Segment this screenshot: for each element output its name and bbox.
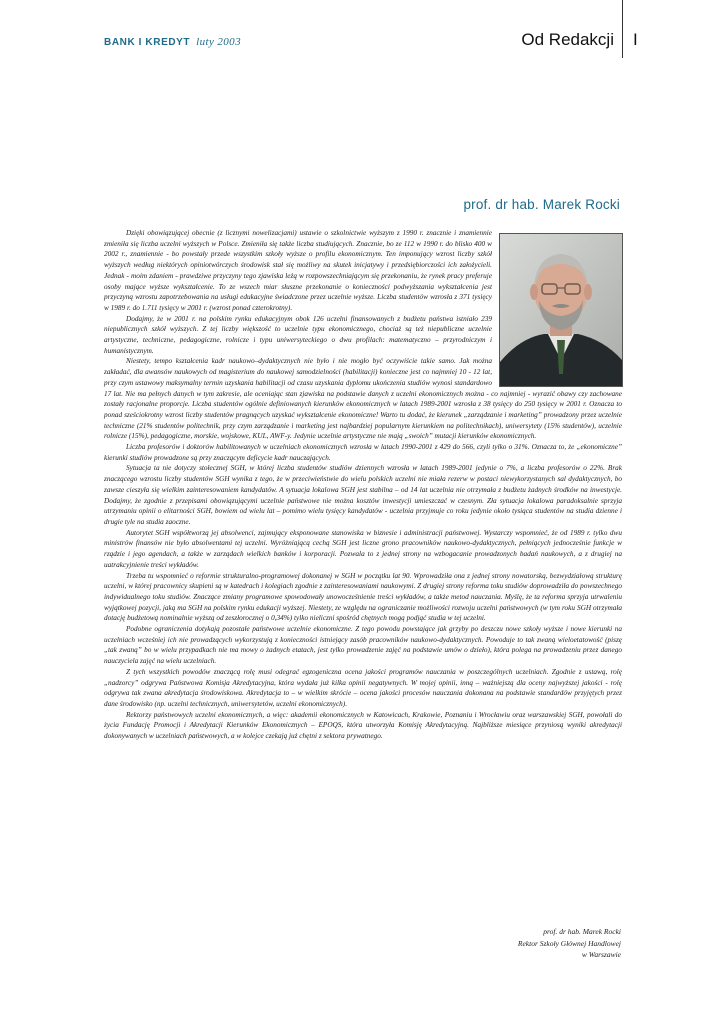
page-number: I	[633, 30, 638, 49]
paragraph: Autorytet SGH współtworzą jej absolwenci, zajmujący eksponowane stanowiska w biznesie i administracji państwowej. Wystarczy wspomnieć, że od 1989 r. tylko dwu ministrów finansów nie było absolwentami tej uczelni. Wyróżniającą cechą SGH jest liczne grono pracowników naukowo-dydaktycznych, pełniących jednocześnie funkcje w rządzie i jego agendach, a także w zarządach wielkich banków i korporacji. Pozwala to z jednej strony na wzbogacanie prowadzonych badań naukowych, a z drugiej na uatrakcyjnienie treści wykładów.	[104, 528, 622, 569]
issue-date: luty 2003	[196, 36, 241, 48]
paragraph: Trzeba tu wspomnieć o reformie strukturalno-programowej dokonanej w SGH w początku lat 90. Wprowadziła ona z jednej strony nowatorską, bezwydziałową strukturę uczelni, w której pracownicy skupieni są w katedrach i kolegiach zgodnie z zainteresowaniami naukowymi. Z drugiej strony reforma toku studiów doprowadziła do powszechnego indywidualnego toku studiów. Znaczące zmiany programowe spowodowały unowocześnienie treści wykładów, a także metod nauczania. Myślę, że ta reforma sprzyja utrwaleniu wyjątkowej pozycji, jaką ma SGH na polskim rynku edukacji wyższej. Niestety, ze względu na ograniczanie możliwości rozwoju uczelni państwowych (w tym roku SGH otrzymała dotację budżetową nominalnie wyższą od zeszłorocznej o 0,34%) tylko nieliczni spośród chętnych mogą podjąć studia w tej uczelni.	[104, 571, 622, 623]
paragraph: Podobne ograniczenia dotykają pozostałe państwowe uczelnie ekonomiczne. Z tego powodu powstające jak grzyby po deszczu nowe szkoły wyższe i nowe kierunki na uczelniach wcześniej ich nie prowadzących wykorzystują z konieczności istniejący zasób pracowników naukowo-dydaktycznych. Powoduje to tak zwaną wieloetatowość (piszę „tak zwaną” bo w wielu przypadkach nie ma mowy o żadnych etatach, jest tylko prowadzenie zajęć na podstawie umów o dzieło), która polega na prowadzeniu przez danego nauczyciela zajęć na wielu uczelniach.	[104, 625, 622, 666]
signature-block	[518, 926, 621, 961]
header-divider	[622, 0, 623, 58]
signature-position: Rektor Szkoły Głównej Handlowej	[517, 938, 621, 948]
journal-name: BANK I KREDYT	[104, 37, 191, 48]
journal-brand	[104, 36, 241, 48]
paragraph: Dzięki obowiązującej obecnie (z licznymi nowelizacjami) ustawie o szkolnictwie wyższym z 1990 r. znacznie i znamiennie zmieniła się liczba uczelni wyższych w Polsce. Zmieniła się także liczba studiujących. Znacznie, bo ze 112 w 1990 r. do blisko 400 w 2002 r., znamiennie - bo powstały przede wszystkim szkoły wyższe o profilu ekonomicznym. Ten imponujący wzrost liczby szkół wyższych według niektórych opiniotwórczych środowisk stał się możliwy na skutek inicjatywy i przedsiębiorczości ich założycieli. Jednak - moim zdaniem - prawdziwe przyczyny tego zjawiska leżą w rozpowszechniającym się przekonaniu, że rynek pracy preferuje osoby mające wyższe wykształcenie. To ze wszech miar słuszne przekonanie o konieczności podwyższania wykształcenia jest przyczyną wzrostu zapotrzebowania na usługi edukacyjne świadczone przez uczelnie wyższe. Liczba studentów wzrosła z 371 tysięcy w 1989 r. do 1.711 tysięcy w 2001 r. (wzrost ponad czterokrotny).	[104, 229, 492, 312]
portrait-space	[492, 228, 622, 388]
paragraph: Liczba profesorów i doktorów habilitowanych w uczelniach ekonomicznych wzrosła w latach 1990-2001 z 429 do 566, czyli tylko o 31%. Oznacza to, że „ekonomiczne” kierunki studiów prowadzone są przy znaczącym deficycie kadr nauczających.	[104, 443, 622, 462]
section-title: Od Redakcji	[521, 30, 614, 49]
signature-name: prof. dr hab. Marek Rocki	[543, 927, 621, 936]
paragraph: Z tych wszystkich powodów znaczącą rolę musi odegrać egzogeniczna ocena jakości programów nauczania w poszczególnych uczelniach. Zgodnie z ustawą, rolę „nadzorcy” odgrywa Państwowa Komisja Akredytacyjna, która wydała już kilka opinii negatywnych. W mojej opinii, inną – ważniejszą dla oceny najwyższej jakości - rolę odgrywa tak zwana akredytacja środowiskowa. Akredytacja to – w wielkim skrócie – ocena jakości procesów nauczania dokonana na podstawie standardów przyjętych przez dane środowisko (np. uczelni technicznych, uniwersytetów, uczelni ekonomicznych).	[104, 667, 622, 708]
paragraph: Niestety, tempo kształcenia kadr naukowo–dydaktycznych nie było i nie mogło być oczywiście takie samo. Jak można zakładać, dla awansów naukowych od magisterium do naukowej samodzielności (habilitacji) konieczne jest co najmniej 10 - 12 lat, przy czym ustawowy maksymalny termin uzyskania habilitacji od czasu uzyskania dyplomu ukończenia studiów wynosi standardowo 17 lat. Nie ma pełnych danych w tym zakresie, ale oceniając stan zjawiska na podstawie danych z uczelni ekonomicznych można - co najmniej - wyrazić obawy czy zachowane zostały racjonalne proporcje. Liczba studentów ogólnie definiowanych kierunków ekonomicznych w latach 1989-2001 wzrosła z 38 tysięcy do 250 tysięcy w 2001 r. Oznacza to ponad sześciokrotny wzrost liczby studentów pragnących uzyskać wykształcenie ekonomiczne! Warto tu dodać, że kierunek „zarządzanie i marketing” prowadzony przez uczelnie techniczne (21% studentów politechnik, przy czym zarządzanie i marketing jest najbardziej popularnym kierunkiem na politechnikach), uniwersytety (15% studentów), uczelnie rolnicze (15%), pedagogiczne, morskie, wojskowe, KUL, AWF-y. Jedynie uczelnie artystyczne nie mają „swoich” mutacji kierunków ekonomicznych.	[104, 357, 622, 441]
page-header	[0, 0, 724, 60]
paragraph: Dodajmy, że w 2001 r. na polskim rynku edukacyjnym obok 126 uczelni finansowanych z budżetu państwa istniało 239 niepublicznych szkół wyższych. Z tej liczby większość to uczelnie typu ekonomicznego, chociaż są też niepubliczne uczelnie artystyczne, techniczne, pedagogiczne, rolnicze i typu uniwersyteckiego o dwu profilach: matematyczno – przyrodniczym i humanistycznym.	[104, 314, 492, 355]
author-heading: prof. dr hab. Marek Rocki	[463, 197, 620, 212]
paragraph: Rektorzy państwowych uczelni ekonomicznych, a więc: akademii ekonomicznych w Katowicach, Krakowie, Poznaniu i Wrocławiu oraz warszawskiej SGH, powołali do życia Fundację Promocji i Akredytacji Kierunków Ekonomicznych – EPOQS, która utworzyła Komisję Akredytacyjną. Najbliższe miesiące przyniosą wyniki akredytacji dokonywanych w uczelniach państwowych, a w kolejce czekają już chętni z sektora prywatnego.	[104, 710, 622, 741]
paragraph: Sytuacja ta nie dotyczy stołecznej SGH, w której liczba studentów studiów dziennych wzrosła w latach 1989-2001 jedynie o 7%, a liczba profesorów o 22%. Brak znaczącego wzrostu liczby studentów SGH wynika z tego, że w przeciwieństwie do wielu polskich uczelni nie miała rezerw w postaci niewykorzystanych sal dydaktycznych, bo zawsze cieszyła się wielkim zainteresowaniem kandydatów. A sytuacja lokalowa SGH jest stabilna – od 14 lat uczelnia nie otrzymała z budżetu żadnych środków na inwestycje. Dodajmy, że zgodnie z przepisami obowiązującymi uczelnie państwowe nie można kosztów inwestycji umieszczać w czesnym. Zła sytuacja lokalowa paradoksalnie sprzyja utrzymaniu opinii o elitarności SGH, bowiem od wielu lat – pomimo wielu tysięcy kandydatów - uczelnia przyjmuje co roku jedynie około tysiąca studentów na studia dzienne i drugie tyle na studia zaoczne.	[104, 464, 622, 526]
article-body	[104, 228, 622, 742]
signature-city: w Warszawie	[581, 950, 621, 959]
